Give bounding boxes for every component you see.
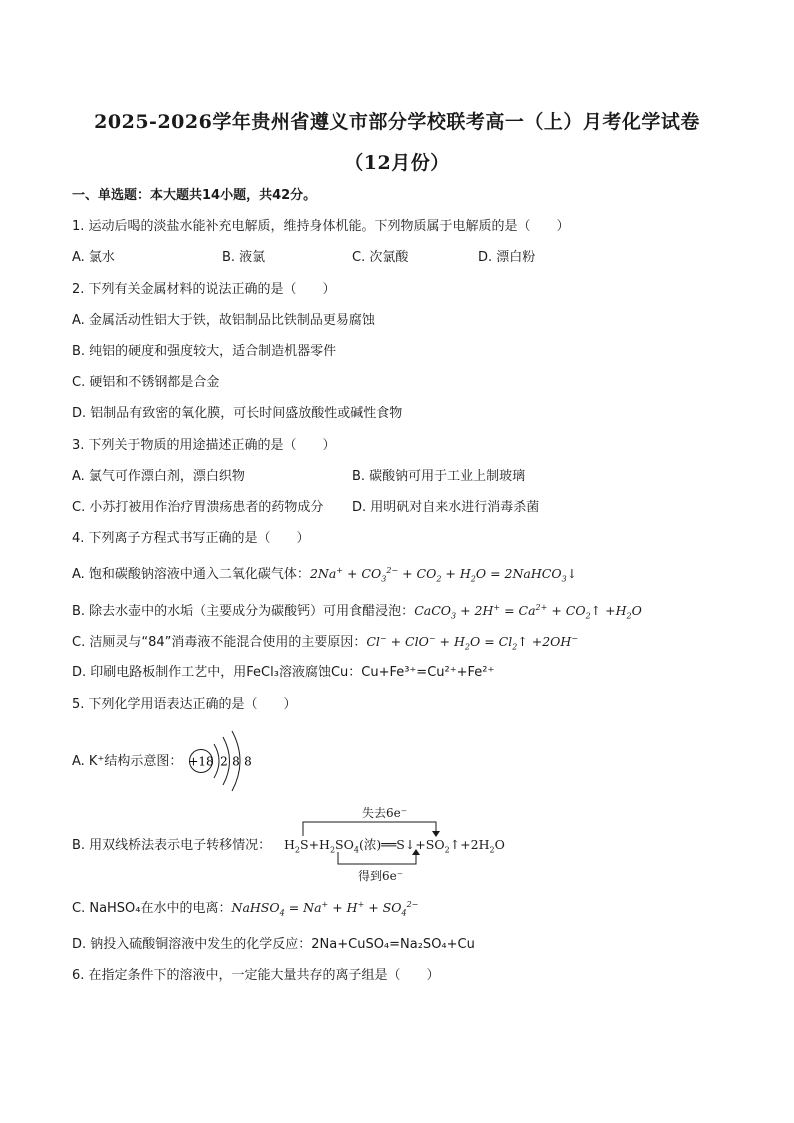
q3-stem: 3. 下列关于物质的用途描述正确的是（ ） xyxy=(72,438,336,453)
q4-option-a-text: A. 饱和碳酸钠溶液中通入二氧化碳气体： xyxy=(72,567,310,582)
q5-option-b-text: B. 用双线桥法表示电子转移情况： xyxy=(72,838,272,853)
q2-option-a: A. 金属活动性铝大于铁，故铝制品比铁制品更易腐蚀 xyxy=(72,313,375,328)
q5-option-c xyxy=(72,899,418,918)
potassium-ion-structure-diagram xyxy=(186,728,258,794)
q2-option-b: B. 纯铝的硬度和强度较大，适合制造机器零件 xyxy=(72,344,337,359)
q4-stem: 4. 下列离子方程式书写正确的是（ ） xyxy=(72,531,310,546)
q3-option-b: B. 碳酸钠可用于工业上制玻璃 xyxy=(352,469,526,484)
q5-stem: 5. 下列化学用语表达正确的是（ ） xyxy=(72,697,297,712)
q4-option-c xyxy=(72,633,578,652)
q4-option-c-text: C. 洁厕灵与“84”消毒液不能混合使用的主要原因： xyxy=(72,635,367,650)
nucleus-charge: +18 xyxy=(188,754,214,769)
q5-option-d: D. 钠投入硫酸铜溶液中发生的化学反应：2Na+CuSO₄=Na₂SO₄+Cu xyxy=(72,937,475,952)
q4-option-b-equation: CaCO$_3$ + $2H^+ = Ca^{2+}$ + $CO_2↑ +H_2O$ xyxy=(414,602,642,621)
q6-stem: 6. 在指定条件下的溶液中，一定能大量共存的离子组是（ ） xyxy=(72,968,440,983)
q4-option-a xyxy=(72,565,577,584)
q4-option-b-text: B. 除去水壶中的水垢（主要成分为碳酸钙）可用食醋浸泡： xyxy=(72,604,415,619)
double-bridge-diagram xyxy=(280,804,520,886)
q1-option-d: D. 漂白粉 xyxy=(478,250,536,265)
bridge-equation: $H_2S+H_2SO_4$(浓)$══S↓+SO_2↑+2H_2O$ xyxy=(284,837,505,855)
q1-option-c: C. 次氯酸 xyxy=(352,250,409,265)
page-title: 2025-2026学年贵州省遵义市部分学校联考高一（上）月考化学试卷 xyxy=(94,111,700,133)
q2-stem: 2. 下列有关金属材料的说法正确的是（ ） xyxy=(72,282,336,297)
q3-option-a: A. 氯气可作漂白剂，漂白织物 xyxy=(72,469,245,484)
shell-electrons-2: 8 xyxy=(232,754,240,769)
q1-option-a: A. 氯水 xyxy=(72,250,115,265)
q3-option-d: D. 用明矾对自来水进行消毒杀菌 xyxy=(352,500,540,515)
q5-option-a-text: A. K⁺结构示意图： xyxy=(72,754,183,769)
q1-option-b: B. 液氯 xyxy=(222,250,266,265)
shell-electrons-1: 2 xyxy=(220,754,228,769)
q5-option-c-text: C. NaHSO₄在水中的电离： xyxy=(72,901,232,916)
q4-option-c-equation: $Cl^- + ClO^- + H_2O$ = $Cl_2↑ +2OH^-$ xyxy=(366,633,579,652)
q5-option-c-equation: NaHSO$_4$ = $Na^+ + H^+ + SO_4^{2-}$ xyxy=(231,899,419,918)
q2-option-c: C. 硬铝和不锈钢都是合金 xyxy=(72,375,220,390)
q3-option-c: C. 小苏打被用作治疗胃溃疡患者的药物成分 xyxy=(72,500,324,515)
shell-arc-1 xyxy=(214,744,219,778)
shell-electrons-3: 8 xyxy=(244,754,252,769)
bridge-top-label: 失去6e⁻ xyxy=(362,806,408,820)
q4-option-b xyxy=(72,602,642,621)
q4-option-a-equation: $2Na^+ + CO_3^{2-} + CO_2 + H_2O$ = 2NaHCO$_3$↓ xyxy=(309,565,578,584)
q4-option-d: D. 印刷电路板制作工艺中，用FeCl₃溶液腐蚀Cu：Cu+Fe³⁺=Cu²⁺+Fe²⁺ xyxy=(72,665,495,680)
q2-option-d: D. 铝制品有致密的氧化膜，可长时间盛放酸性或碱性食物 xyxy=(72,406,403,421)
page-subtitle: （12月份） xyxy=(344,152,450,174)
q1-stem: 1. 运动后喝的淡盐水能补充电解质，维持身体机能。下列物质属于电解质的是（ ） xyxy=(72,219,570,234)
bridge-bottom-label: 得到6e⁻ xyxy=(358,869,404,883)
section-header: 一、单选题：本大题共14小题，共42分。 xyxy=(72,188,317,203)
